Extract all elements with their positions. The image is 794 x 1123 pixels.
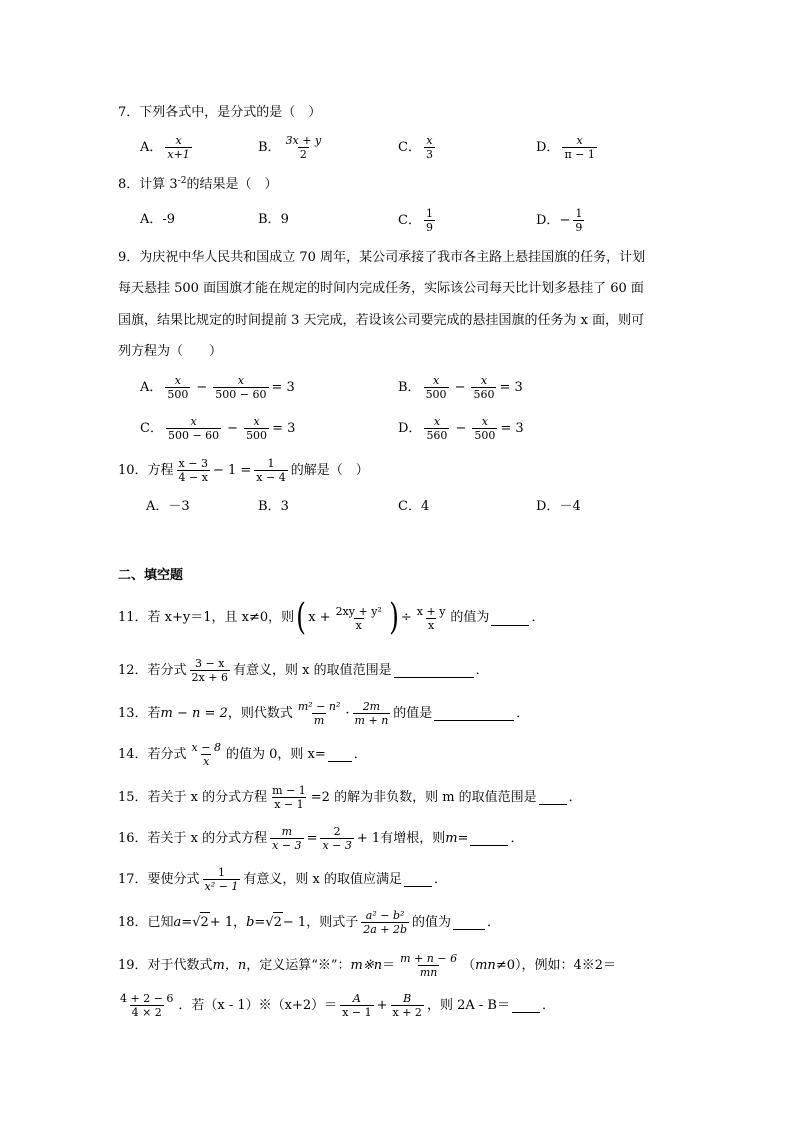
fraction xyxy=(398,952,459,979)
math-text: m + n − 6 xyxy=(400,952,458,965)
math-text: m※n xyxy=(350,957,383,973)
fraction xyxy=(415,605,448,632)
fraction xyxy=(166,415,221,442)
math-text: 500 xyxy=(425,388,447,401)
question-16 xyxy=(118,825,523,852)
q8-option-d xyxy=(536,207,587,234)
math-text: x xyxy=(480,374,488,387)
fraction xyxy=(190,741,223,768)
math-symbol: − xyxy=(196,379,208,395)
fraction xyxy=(296,700,343,727)
math-text: A． xyxy=(140,139,163,155)
math-text: x − 8 xyxy=(191,741,221,754)
fraction xyxy=(165,134,191,161)
math-text: x − 1 xyxy=(342,1006,372,1019)
math-text: x xyxy=(175,134,182,147)
math-text: D． xyxy=(536,139,560,155)
math-text: 560 xyxy=(473,388,495,401)
math-text: x − 4 xyxy=(256,471,286,484)
fraction xyxy=(353,700,391,727)
math-text: 9 xyxy=(575,221,583,234)
q10-option-d xyxy=(536,497,581,517)
math-text: = 3 xyxy=(272,420,296,436)
answer-blank[interactable] xyxy=(328,747,352,762)
math-text: 4 − x xyxy=(178,471,208,484)
math-text: ，则代数式 xyxy=(227,705,293,721)
math-text: -2 xyxy=(177,176,187,186)
math-text: m xyxy=(313,714,325,727)
math-text: m − n = 2 xyxy=(160,705,228,721)
math-text: x xyxy=(426,134,433,147)
math-text: 的解是（ ） xyxy=(290,462,369,478)
math-text: 9 xyxy=(425,221,433,234)
math-text: + xyxy=(376,997,388,1013)
fraction xyxy=(244,415,269,442)
answer-blank[interactable] xyxy=(434,706,514,721)
fraction xyxy=(118,992,175,1019)
math-text: ． xyxy=(531,610,545,625)
math-text: A xyxy=(352,992,361,1005)
math-text: ． xyxy=(353,746,367,762)
math-text: m，n xyxy=(212,957,247,973)
fraction xyxy=(334,605,384,632)
fraction xyxy=(573,207,584,234)
math-text: －4 xyxy=(559,499,581,514)
math-text: 2xy + y² xyxy=(335,604,382,618)
math-text: x xyxy=(576,134,583,147)
q7-option-a xyxy=(140,134,195,161)
math-text: ． xyxy=(433,871,447,887)
math-text: 2x + 6 xyxy=(191,671,228,684)
q9-option-b xyxy=(398,374,523,401)
math-text: 13．若 xyxy=(118,705,161,721)
math-text: －3 xyxy=(168,499,190,514)
fraction xyxy=(424,374,449,401)
math-text: x² − 1 xyxy=(204,880,239,893)
math-text: 9 xyxy=(280,212,289,227)
math-text: 3x + y xyxy=(285,134,322,147)
math-text: 11．若 x+y＝1，且 x≠0，则 xyxy=(118,610,295,625)
math-text: x xyxy=(481,415,488,428)
math-text: 3 xyxy=(425,148,433,161)
math-text: m² − n² xyxy=(297,700,341,713)
q8-option-a xyxy=(140,210,175,230)
math-text: = 3 xyxy=(271,379,295,395)
math-text: m xyxy=(445,830,458,846)
question-17 xyxy=(118,866,447,893)
fraction xyxy=(361,909,409,936)
q9-line-3 xyxy=(118,311,644,331)
fraction xyxy=(213,374,268,401)
fraction xyxy=(340,992,373,1019)
math-text: − 1 = xyxy=(212,462,252,478)
math-text: ．若（x - 1）※（x+2）＝ xyxy=(178,997,338,1013)
question-15 xyxy=(118,784,582,811)
math-text: 17．要使分式 xyxy=(118,871,200,887)
math-text: 的值是 xyxy=(393,705,433,721)
q9-option-c xyxy=(140,415,295,442)
math-text: · xyxy=(345,705,350,721)
math-text: m xyxy=(281,825,293,838)
math-text: 15．若关于 x 的分式方程 xyxy=(118,789,268,805)
math-text: 10．方程 xyxy=(118,462,174,478)
math-text: 有意义，则 x 的取值应满足 xyxy=(243,871,402,887)
math-text: D． xyxy=(536,499,560,514)
answer-blank[interactable] xyxy=(539,790,567,805)
fraction xyxy=(471,374,496,401)
math-text: 2 xyxy=(333,825,341,838)
math-text: 500 xyxy=(474,429,496,442)
q8-option-c xyxy=(398,207,438,234)
math-text: C． xyxy=(398,212,421,228)
math-text: 1 xyxy=(267,457,275,470)
math-text: ． xyxy=(487,914,501,930)
math-text: 500 xyxy=(246,429,268,442)
question-13 xyxy=(118,700,529,727)
math-text: x xyxy=(355,618,362,632)
math-text: a² − b² xyxy=(365,909,405,922)
math-text: B． xyxy=(258,139,281,155)
math-text: = xyxy=(181,914,193,930)
math-text: m − 1 xyxy=(272,784,306,797)
math-text: x xyxy=(432,374,440,387)
math-text: ，则 2A - B＝ xyxy=(426,997,510,1013)
math-text: mn xyxy=(419,966,438,979)
answer-blank[interactable] xyxy=(512,998,540,1013)
math-text: 3 − x xyxy=(195,657,225,670)
math-text: A． xyxy=(140,379,163,395)
math-text: ＝ xyxy=(382,957,396,973)
fraction xyxy=(270,825,303,852)
math-text: 500 − 60 xyxy=(215,388,267,401)
fraction xyxy=(165,374,190,401)
math-text: x xyxy=(253,415,260,428)
math-text: 500 − 60 xyxy=(167,429,220,442)
math-text: x xyxy=(433,415,441,428)
math-text: x + y xyxy=(416,604,446,618)
q7-option-b xyxy=(258,134,326,161)
math-text: 2 xyxy=(299,148,307,161)
math-text: ． xyxy=(475,662,489,678)
math-text: x xyxy=(203,755,210,768)
fraction xyxy=(320,825,353,852)
math-text: 2m xyxy=(362,700,381,713)
math-text: = xyxy=(457,830,469,846)
math-text: = 3 xyxy=(499,379,523,395)
math-symbol xyxy=(294,597,401,638)
math-text: x xyxy=(190,415,197,428)
math-text: ≠0），例如：4※2＝ xyxy=(495,957,617,973)
math-text: ． xyxy=(510,830,524,846)
math-symbol: ( xyxy=(296,597,307,638)
math-text: （ xyxy=(462,957,476,973)
fraction xyxy=(424,415,449,442)
fraction xyxy=(190,657,230,684)
math-text: 有意义，则 x 的取值范围是 xyxy=(232,662,392,678)
math-text: 每天悬挂 500 面国旗才能在规定的时间内完成任务，实际该公司每天比计划多悬挂了 60 面 xyxy=(118,281,644,296)
q10-option-a xyxy=(146,497,190,517)
fraction xyxy=(472,415,497,442)
math-text: 1 xyxy=(575,207,583,220)
math-text: 的值为 xyxy=(450,610,490,625)
math-text: 8．计算 3 xyxy=(118,177,178,192)
answer-blank[interactable] xyxy=(453,915,485,930)
fraction xyxy=(562,134,596,161)
math-text: − xyxy=(559,212,571,228)
math-text: − 1，则式子 xyxy=(282,914,359,930)
q9-line-1 xyxy=(118,248,645,268)
question-14 xyxy=(118,741,367,768)
fraction xyxy=(203,866,241,893)
question-18: 18．已知 a = √ 2 + 1， b = √ 2 − 1，则式子 $\frac{\text{a² − b²}}{2a + 2b}$ 的值为 ． xyxy=(118,909,501,936)
question-10-stem xyxy=(118,457,369,484)
math-text: x xyxy=(237,374,244,387)
answer-blank[interactable] xyxy=(394,663,474,678)
math-text: x − 3 xyxy=(178,457,208,470)
math-text: 有增根，则 xyxy=(380,830,446,846)
question-7-stem xyxy=(118,103,321,123)
math-text: 560 xyxy=(426,429,448,442)
math-text: x − 1 xyxy=(274,798,304,811)
math-text: = xyxy=(254,914,266,930)
fraction xyxy=(284,134,324,161)
math-text: 2a + 2b xyxy=(363,923,408,936)
math-text: ． xyxy=(516,705,530,721)
math-symbol: − xyxy=(455,420,467,436)
math-text: = xyxy=(306,830,318,846)
math-text: x+1 xyxy=(167,148,190,161)
math-text: 2 xyxy=(200,912,210,933)
math-text: 9．为庆祝中华人民共和国成立 70 周年，某公司承接了我市各主路上悬挂国旗的任务，计划 xyxy=(118,250,646,265)
math-text: m + n xyxy=(354,714,389,727)
math-text: B． xyxy=(258,499,281,514)
math-text: = 3 xyxy=(500,420,524,436)
math-text: B xyxy=(403,992,412,1005)
math-text: A． xyxy=(140,212,163,227)
fraction xyxy=(177,457,210,484)
math-text: x + 2 xyxy=(392,1006,422,1019)
math-text: ． xyxy=(568,789,582,805)
math-text: x − 3 xyxy=(322,839,352,852)
q9-line-2 xyxy=(118,279,644,299)
answer-blank[interactable] xyxy=(491,611,529,626)
math-text: 7．下列各式中，是分式的是（ ） xyxy=(118,105,322,120)
math-text: 的值为 xyxy=(412,914,452,930)
math-text: x − 3 xyxy=(272,839,302,852)
math-text: 19．对于代数式 xyxy=(118,957,213,973)
section-heading-fill-in xyxy=(118,566,183,586)
math-text: 4 × 2 xyxy=(131,1006,162,1019)
math-text: D． xyxy=(398,420,422,436)
q9-option-a xyxy=(140,374,295,401)
question-11 xyxy=(118,598,544,638)
math-text: 3 xyxy=(280,499,289,514)
math-text: 列方程为（ ） xyxy=(118,344,223,359)
question-19-line-1 xyxy=(118,952,616,979)
math-text: 1 xyxy=(217,866,225,879)
math-text: ． xyxy=(541,997,555,1013)
math-text: a xyxy=(173,914,182,930)
math-text: C． xyxy=(398,499,421,514)
math-text: 国旗，结果比规定的时间提前 3 天完成，若设该公司要完成的悬挂国旗的任务为 x 面，则可 xyxy=(118,313,645,328)
math-symbol: − xyxy=(227,420,239,436)
math-text: 4 xyxy=(420,499,430,514)
question-19-line-2 xyxy=(118,992,555,1019)
math-text: B． xyxy=(258,212,281,227)
math-text: C． xyxy=(140,420,163,436)
math-text: 的值为 0，则 x= xyxy=(225,746,326,762)
q7-option-c xyxy=(398,134,438,161)
math-text: A． xyxy=(146,499,169,514)
fraction xyxy=(424,134,435,161)
math-text: 500 xyxy=(167,388,189,401)
math-text: 的结果是（ ） xyxy=(186,177,278,192)
answer-blank[interactable] xyxy=(404,872,432,887)
q8-option-b xyxy=(258,210,289,230)
math-text: 4 + 2 − 6 xyxy=(120,992,174,1005)
answer-blank[interactable] xyxy=(470,831,508,846)
math-text: =2 的解为非负数，则 m 的取值范围是 xyxy=(310,789,537,805)
math-text: x xyxy=(427,618,435,632)
math-text: x + xyxy=(308,610,331,625)
math-text: π − 1 xyxy=(564,148,595,161)
q10-option-b xyxy=(258,497,289,517)
fraction xyxy=(391,992,424,1019)
math-text: + 1 xyxy=(356,830,381,846)
fraction xyxy=(254,457,287,484)
math-text: 14．若分式 xyxy=(118,746,187,762)
math-text: C． xyxy=(398,139,421,155)
math-symbol: ) xyxy=(388,597,399,638)
math-text: 二、填空题 xyxy=(118,568,184,583)
math-text: 1 xyxy=(425,207,433,220)
q9-line-4 xyxy=(118,342,222,362)
math-text: b xyxy=(246,914,255,930)
math-text: -9 xyxy=(162,212,176,227)
q9-option-d xyxy=(398,415,524,442)
math-text: ÷ xyxy=(400,610,412,625)
question-8-stem xyxy=(118,175,277,195)
fraction xyxy=(270,784,308,811)
fraction xyxy=(424,207,435,234)
question-12 xyxy=(118,657,489,684)
math-text: 16．若关于 x 的分式方程 xyxy=(118,830,268,846)
q7-option-d xyxy=(536,134,600,161)
math-text: x xyxy=(174,374,181,387)
math-text: 2 xyxy=(273,912,283,933)
math-text: 12．若分式 xyxy=(118,662,187,678)
math-text: ，定义运算“※”： xyxy=(246,957,351,973)
math-symbol: − xyxy=(454,379,466,395)
math-text: mn xyxy=(475,957,496,973)
math-text: 18．已知 xyxy=(118,914,174,930)
q10-option-c xyxy=(398,497,429,517)
math-text: B． xyxy=(398,379,421,395)
math-text: D． xyxy=(536,212,560,228)
math-text: + 1， xyxy=(209,914,247,930)
